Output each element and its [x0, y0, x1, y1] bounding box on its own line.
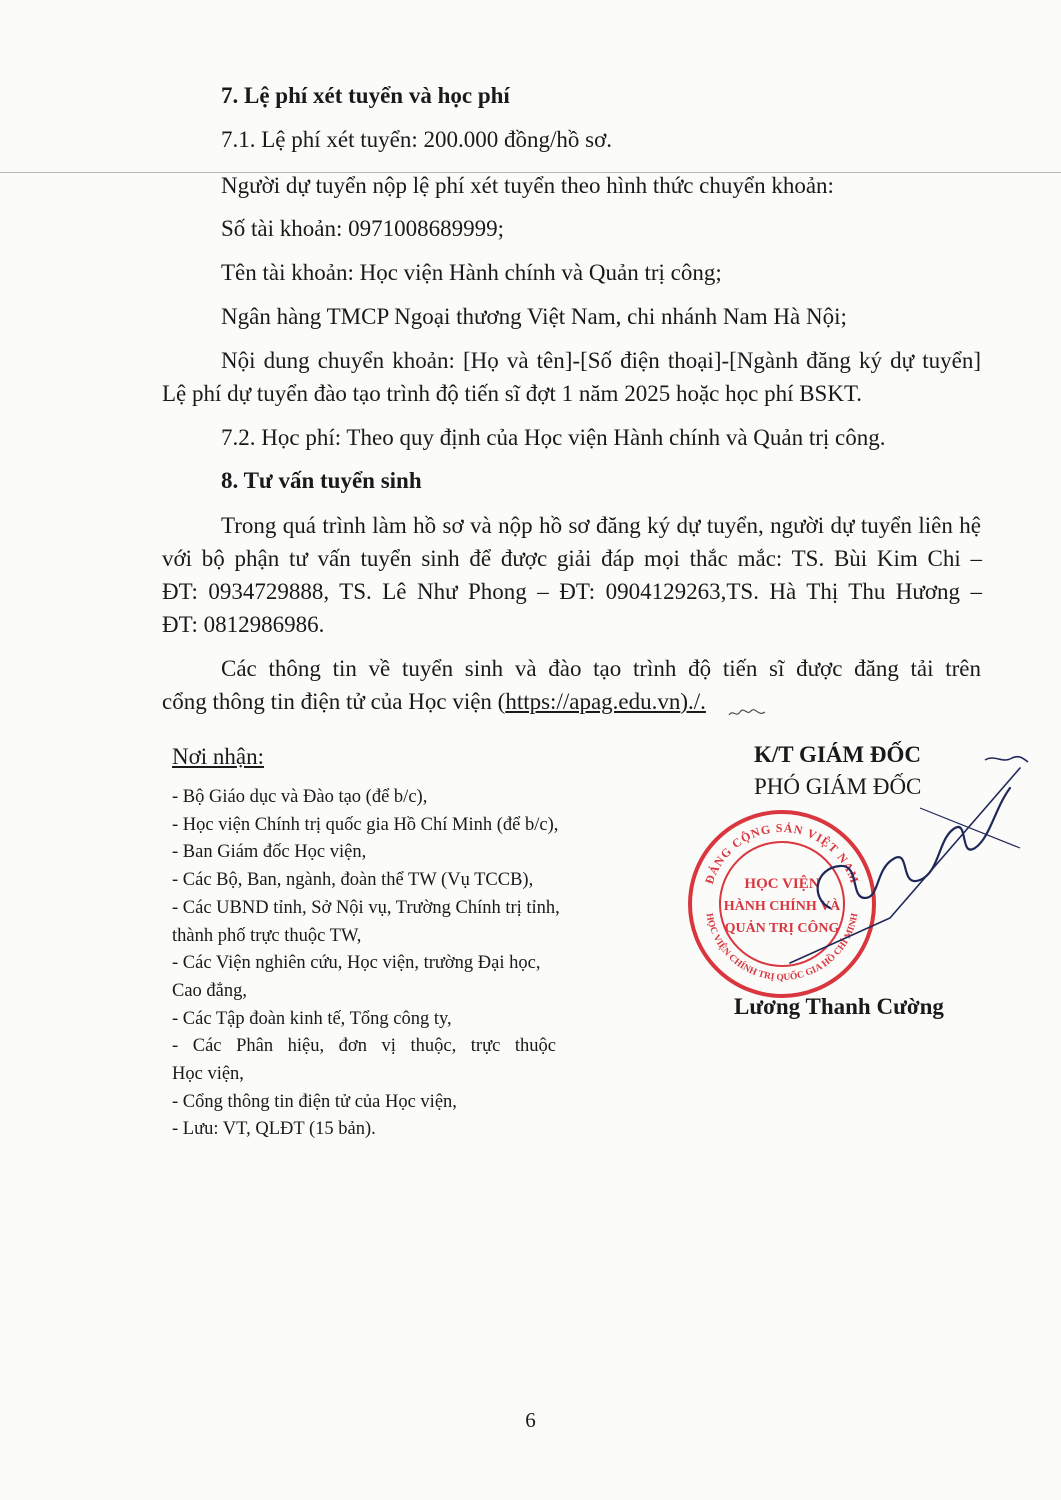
signature-title-deputy: PHÓ GIÁM ĐỐC	[754, 774, 922, 799]
recipient-item: Học viện,	[172, 1064, 244, 1085]
handwritten-signature-icon	[770, 748, 1030, 978]
seal-line-2: HÀNH CHÍNH VÀ	[723, 899, 841, 914]
info-paragraph-line-1: Các thông tin về tuyển sinh và đào tạo trình độ tiến sĩ được đăng tải trên	[221, 656, 981, 681]
tuition-line: 7.2. Học phí: Theo quy định của Học viện Hành chính và Quản trị công.	[221, 425, 886, 450]
recipient-item: - Các UBND tỉnh, Sở Nội vụ, Trường Chính trị tỉnh,	[172, 897, 560, 918]
recipient-item: - Các Phân hiệu, đơn vị thuộc, trực thuộc	[172, 1036, 556, 1057]
account-number-line: Số tài khoản: 0971008689999;	[221, 216, 505, 241]
seal-outer-bottom-text: HỌC VIỆN CHÍNH TRỊ QUỐC GIA HỒ CHÍ MINH	[703, 912, 861, 984]
recipient-item: Cao đẳng,	[172, 980, 248, 1001]
consult-paragraph-line-4: ĐT: 0812986986.	[162, 612, 325, 637]
recipients-list	[172, 784, 592, 1144]
recipient-item: - Lưu: VT, QLĐT (15 bản).	[172, 1119, 376, 1140]
info-paragraph-suffix: )./.	[680, 689, 706, 714]
seal-line-1: HỌC VIỆN	[744, 876, 820, 892]
recipient-item: - Ban Giám đốc Học viện,	[172, 842, 367, 863]
signature-title-director: K/T GIÁM ĐỐC	[754, 742, 921, 767]
transfer-intro-line: Người dự tuyển nộp lệ phí xét tuyển theo hình thức chuyển khoản:	[221, 173, 834, 198]
info-paragraph-line-2	[162, 687, 982, 717]
recipient-item: - Các Bộ, Ban, ngành, đoàn thể TW (Vụ TCCB),	[172, 870, 534, 891]
recipients-block	[172, 742, 592, 1144]
recipient-item: - Học viện Chính trị quốc gia Hồ Chí Minh (để b/c),	[172, 814, 559, 835]
transfer-content-line-2: Lệ phí dự tuyển đào tạo trình độ tiến sĩ đợt 1 năm 2025 hoặc học phí BSKT.	[162, 381, 863, 406]
seal-line-3: QUẢN TRỊ CÔNG	[724, 921, 840, 936]
transfer-content-line-1: Nội dung chuyển khoản: [Họ và tên]-[Số điện thoại]-[Ngành đăng ký dự tuyển]	[221, 348, 981, 373]
seal-outer-top-text: ĐẢNG CỘNG SẢN VIỆT NAM	[702, 820, 862, 886]
recipient-item: thành phố trực thuộc TW,	[172, 925, 362, 946]
signer-name: Lương Thanh Cường	[734, 994, 944, 1019]
recipients-title: Nơi nhận:	[172, 744, 265, 769]
info-paragraph-prefix: cổng thông tin điện tử của Học viện (	[162, 689, 506, 714]
recipient-item: - Cổng thông tin điện tử của Học viện,	[172, 1091, 457, 1112]
initials-scribble-icon	[727, 706, 767, 720]
consult-paragraph-line-3: ĐT: 0934729888, TS. Lê Như Phong – ĐT: 0904129263,TS. Hà Thị Thu Hương –	[162, 579, 982, 604]
recipient-item: - Bộ Giáo dục và Đào tạo (để b/c),	[172, 787, 428, 807]
consult-paragraph-line-1: Trong quá trình làm hồ sơ và nộp hồ sơ đăng ký dự tuyển, người dự tuyển liên hệ	[221, 513, 981, 538]
consult-paragraph-line-2: với bộ phận tư vấn tuyển sinh để được giải đáp mọi thắc mắc: TS. Bùi Kim Chi –	[162, 546, 982, 571]
website-link[interactable]: https://apag.edu.vn	[505, 689, 681, 714]
admission-fee-line: 7.1. Lệ phí xét tuyển: 200.000 đồng/hồ sơ.	[221, 127, 612, 152]
bank-line: Ngân hàng TMCP Ngoại thương Việt Nam, chi nhánh Nam Hà Nội;	[221, 304, 847, 329]
recipient-item: - Các Tập đoàn kinh tế, Tổng công ty,	[172, 1008, 452, 1029]
section-7-heading: 7. Lệ phí xét tuyển và học phí	[221, 83, 510, 108]
account-name-line: Tên tài khoản: Học viện Hành chính và Quản trị công;	[221, 260, 722, 285]
section-8-heading: 8. Tư vấn tuyển sinh	[221, 468, 422, 493]
signature-block	[700, 738, 1030, 1038]
page-number: 6	[525, 1408, 536, 1432]
recipient-item: - Các Viện nghiên cứu, Học viện, trường Đại học,	[172, 953, 541, 974]
